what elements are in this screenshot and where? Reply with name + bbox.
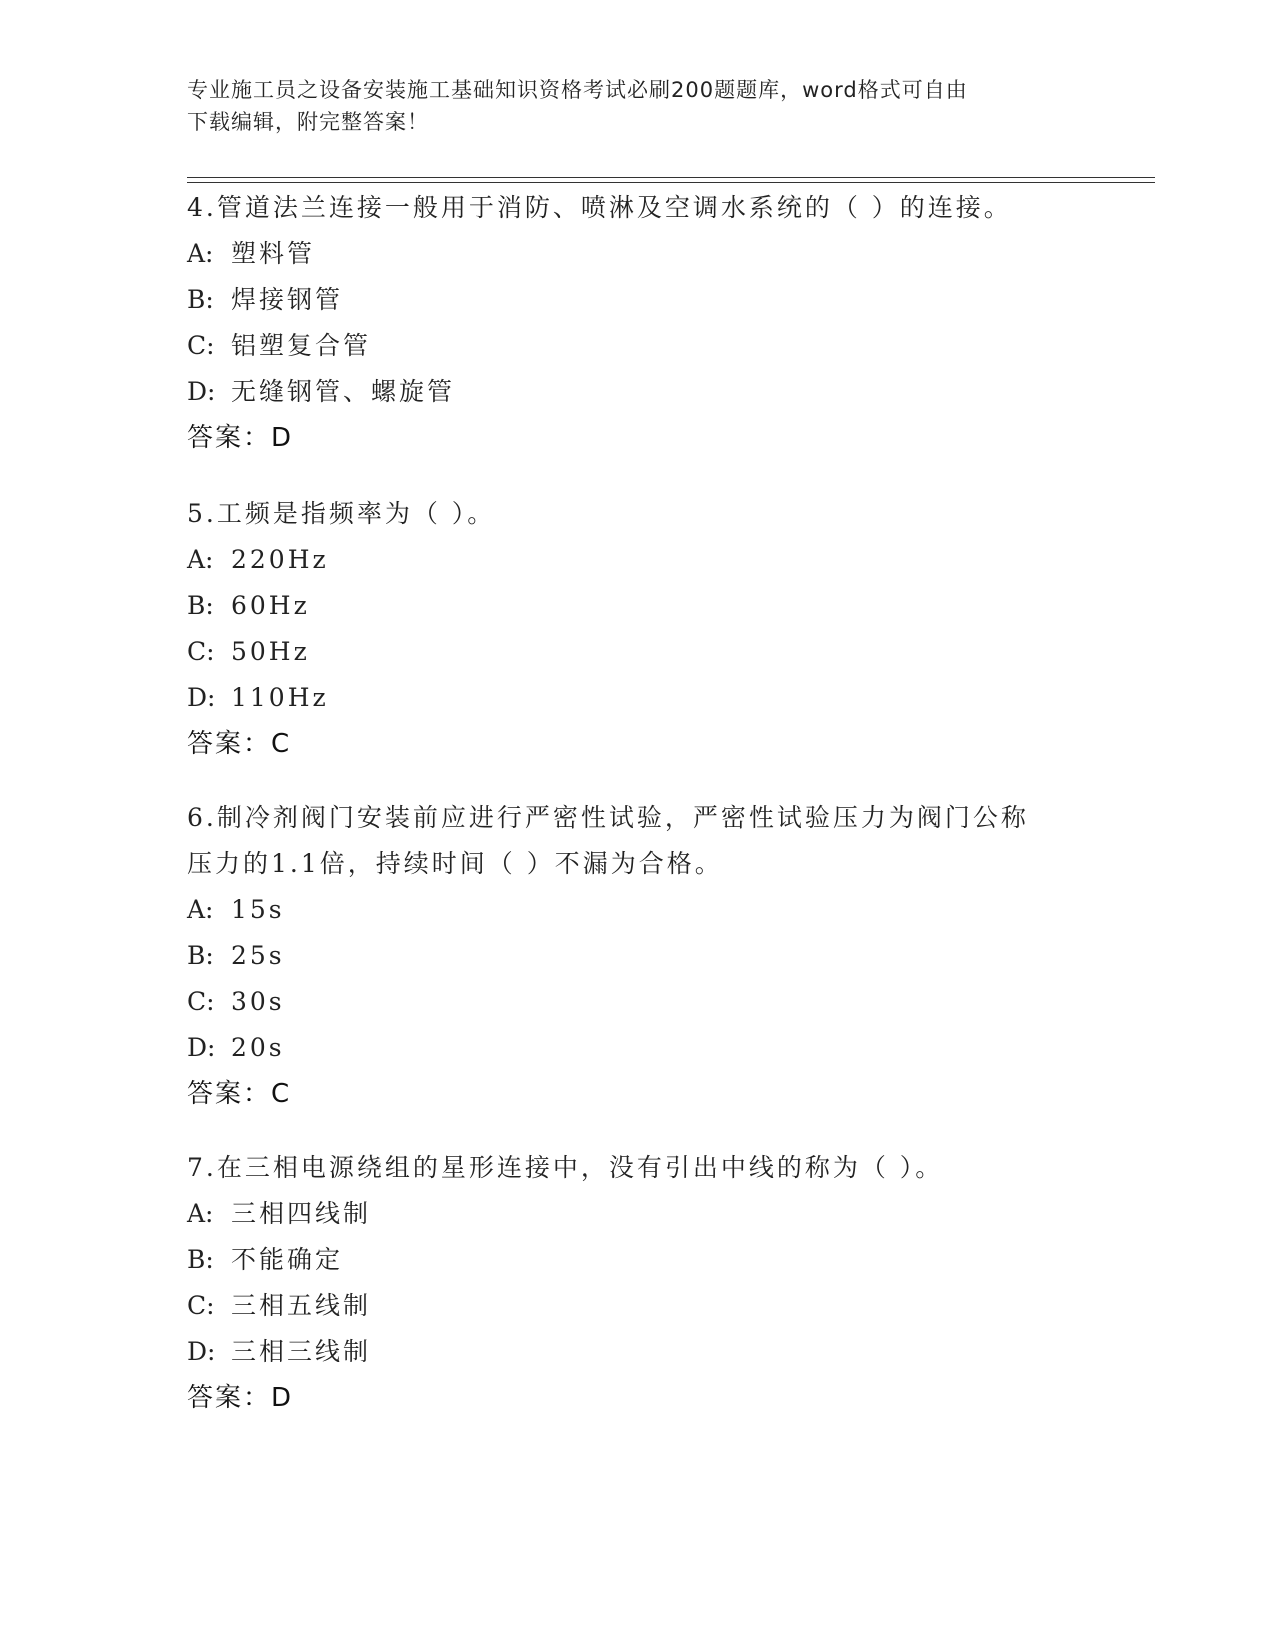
option-d <box>187 1329 1087 1375</box>
question-stem-line-1: 6.制冷剂阀门安装前应进行严密性试验，严密性试验压力为阀门公称 <box>187 803 1029 832</box>
option-letter: A: <box>187 895 214 924</box>
option-text: 三相四线制 <box>231 1199 372 1228</box>
option-b <box>187 933 1087 979</box>
question-4 <box>187 185 1087 461</box>
question-5 <box>187 491 1087 767</box>
option-text: 不能确定 <box>231 1245 344 1274</box>
header-title-line-1: 专业施工员之设备安装施工基础知识资格考试必刷200题题库，word格式可自由 <box>187 78 968 102</box>
option-text: 60Hz <box>231 591 310 620</box>
option-c <box>187 323 1087 369</box>
option-letter: B: <box>187 591 214 620</box>
option-text: 铝塑复合管 <box>231 331 372 360</box>
document-header <box>187 74 1067 138</box>
header-title-line-2: 下载编辑，附完整答案！ <box>187 110 429 134</box>
option-letter: D: <box>187 1337 216 1366</box>
question-6 <box>187 795 1087 1117</box>
answer-label: 答案：C <box>187 1079 292 1109</box>
option-b <box>187 583 1087 629</box>
option-text: 三相三线制 <box>231 1337 372 1366</box>
option-letter: A: <box>187 239 214 268</box>
option-letter: D: <box>187 1033 216 1062</box>
option-letter: C: <box>187 331 215 360</box>
option-letter: C: <box>187 1291 215 1320</box>
option-c <box>187 629 1087 675</box>
option-text: 25s <box>231 941 285 970</box>
option-letter: D: <box>187 377 216 406</box>
question-stem-line-2: 压力的1.1倍，持续时间（ ）不漏为合格。 <box>187 849 723 878</box>
option-c <box>187 979 1087 1025</box>
option-c <box>187 1283 1087 1329</box>
answer-label: 答案：D <box>187 1383 294 1413</box>
option-text: 无缝钢管、螺旋管 <box>231 377 456 406</box>
option-letter: A: <box>187 545 214 574</box>
header-divider <box>187 177 1155 183</box>
option-b <box>187 277 1087 323</box>
option-d <box>187 369 1087 415</box>
option-text: 焊接钢管 <box>231 285 344 314</box>
option-letter: B: <box>187 941 214 970</box>
option-a <box>187 537 1087 583</box>
option-text: 塑料管 <box>231 239 316 268</box>
option-text: 30s <box>231 987 285 1016</box>
question-stem: 7.在三相电源绕组的星形连接中，没有引出中线的称为（ ）。 <box>187 1153 944 1182</box>
option-letter: D: <box>187 683 216 712</box>
option-a <box>187 887 1087 933</box>
option-letter: C: <box>187 987 215 1016</box>
option-a <box>187 1191 1087 1237</box>
option-text: 20s <box>231 1033 285 1062</box>
option-letter: A: <box>187 1199 214 1228</box>
option-text: 110Hz <box>231 683 329 712</box>
option-letter: B: <box>187 285 214 314</box>
answer-label: 答案：D <box>187 423 294 453</box>
option-a <box>187 231 1087 277</box>
question-stem: 4.管道法兰连接一般用于消防、喷淋及空调水系统的（ ）的连接。 <box>187 193 1012 222</box>
option-letter: B: <box>187 1245 214 1274</box>
option-text: 15s <box>231 895 285 924</box>
option-b <box>187 1237 1087 1283</box>
option-letter: C: <box>187 637 215 666</box>
question-7 <box>187 1145 1087 1421</box>
option-text: 50Hz <box>231 637 310 666</box>
answer-label: 答案：C <box>187 729 292 759</box>
option-d <box>187 675 1087 721</box>
option-d <box>187 1025 1087 1071</box>
question-stem: 5.工频是指频率为（ ）。 <box>187 499 496 528</box>
option-text: 三相五线制 <box>231 1291 372 1320</box>
option-text: 220Hz <box>231 545 329 574</box>
